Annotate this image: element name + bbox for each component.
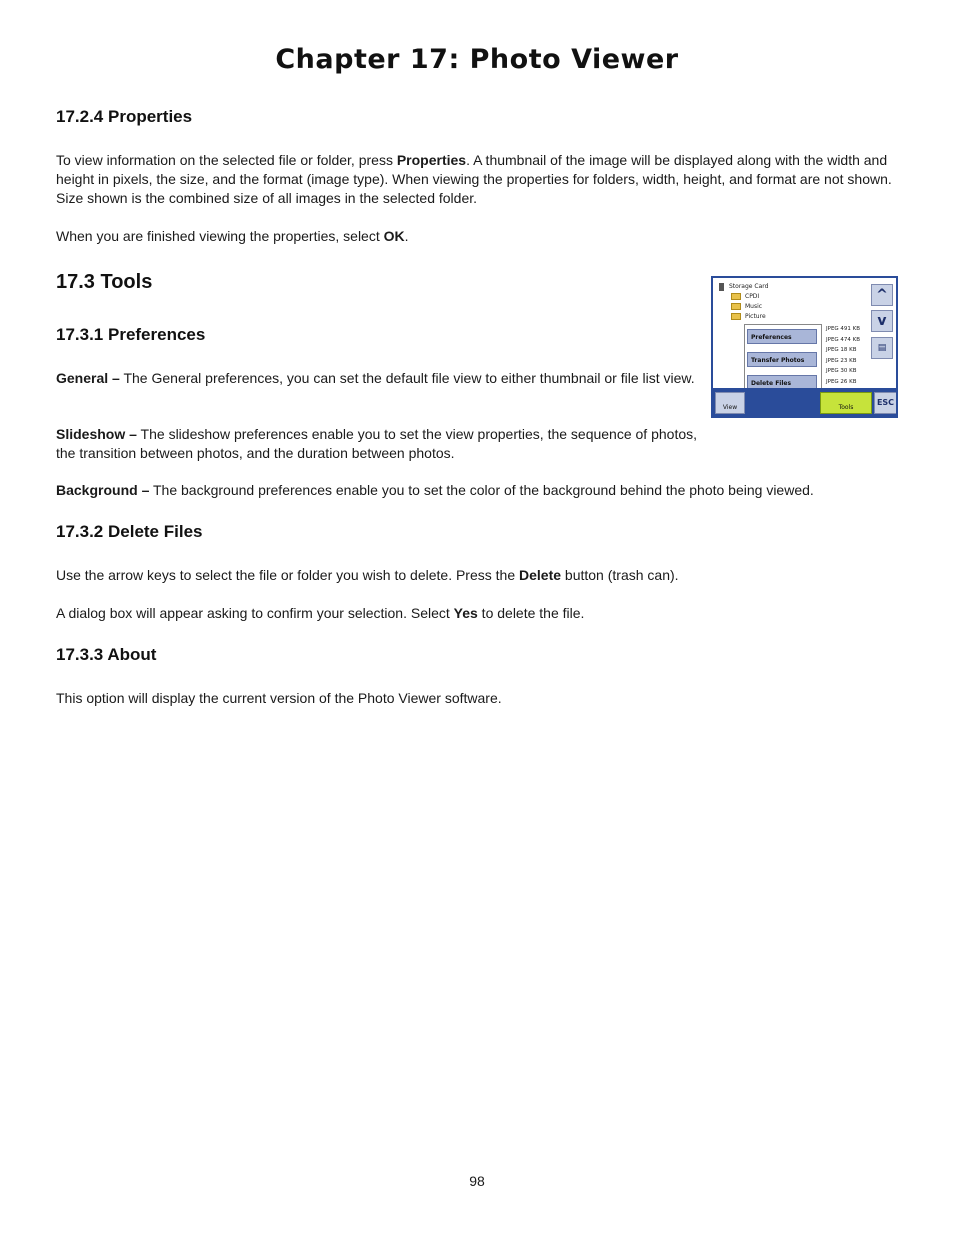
preferences-menu-button: Preferences [747, 329, 817, 344]
tree-item-storage-card: Storage Card [719, 282, 768, 292]
folder-icon [731, 303, 741, 310]
file-list-item: JPEG 26 KB [826, 378, 857, 385]
tools-button: Tools [820, 392, 872, 414]
page-number: 98 [469, 1173, 485, 1189]
heading-17-3-3: 17.3.3 About [56, 645, 157, 664]
delete-paragraph: Use the arrow keys to select the file or folder you wish to delete. Press the Delete button (trash can). [56, 567, 679, 583]
heading-17-3-1: 17.3.1 Preferences [56, 325, 206, 344]
slideshow-paragraph: Slideshow – The slideshow preferences enable you to set the view properties, the sequence of photos, the transition between photos, and the duration between photos. [56, 426, 698, 461]
chapter-title: Chapter 17: Photo Viewer [275, 44, 679, 75]
heading-17-2-4: 17.2.4 Properties [56, 107, 193, 126]
folder-tree [719, 282, 768, 322]
tree-item-folder: Picture [719, 312, 768, 322]
heading-17-3-2: 17.3.2 Delete Files [56, 522, 203, 541]
folder-icon [731, 293, 741, 300]
general-paragraph: General – The General preferences, you can set the default file view to either thumbnail or file list view. [56, 370, 695, 386]
file-list-item: JPEG 18 KB [826, 347, 857, 353]
view-button: View [715, 392, 745, 414]
heading-17-3: 17.3 Tools [56, 271, 153, 293]
file-list [826, 324, 860, 387]
delete-files-menu-button: Delete Files [747, 375, 817, 390]
folder-icon [731, 313, 741, 320]
tree-item-folder: Music [719, 302, 768, 312]
file-list-item: JPEG 474 KB [826, 336, 861, 343]
storage-card-icon [719, 283, 724, 291]
file-list-item: JPEG 30 KB [826, 368, 857, 374]
properties-paragraph: To view information on the selected file or folder, press Properties. A thumbnail of the image will be displayed along with the width and height in pixels, the size, and the format (image type). When viewing the properties for folders, width, height, and format are not shown. Size shown is the combined size of all images in the selected folder. [56, 152, 892, 206]
tree-item-folder: CPDI [719, 292, 768, 302]
properties-ok-paragraph: When you are finished viewing the properties, select OK. [56, 228, 409, 244]
about-paragraph: This option will display the current version of the Photo Viewer software. [56, 690, 502, 706]
transfer-photos-menu-button: Transfer Photos [747, 352, 817, 367]
confirm-paragraph: A dialog box will appear asking to confirm your selection. Select Yes to delete the file. [56, 605, 585, 621]
file-list-item: JPEG 23 KB [826, 357, 857, 364]
scroll-down-icon: v [871, 310, 893, 332]
scroll-up-icon: ^ [871, 284, 893, 306]
file-list-item: JPEG 491 KB [826, 326, 861, 332]
background-paragraph: Background – The background preferences enable you to set the color of the background behind the photo being viewed. [56, 482, 814, 498]
properties-icon: ▤ [871, 337, 893, 359]
tools-menu-screenshot [711, 276, 898, 418]
esc-button: ESC [874, 392, 897, 414]
